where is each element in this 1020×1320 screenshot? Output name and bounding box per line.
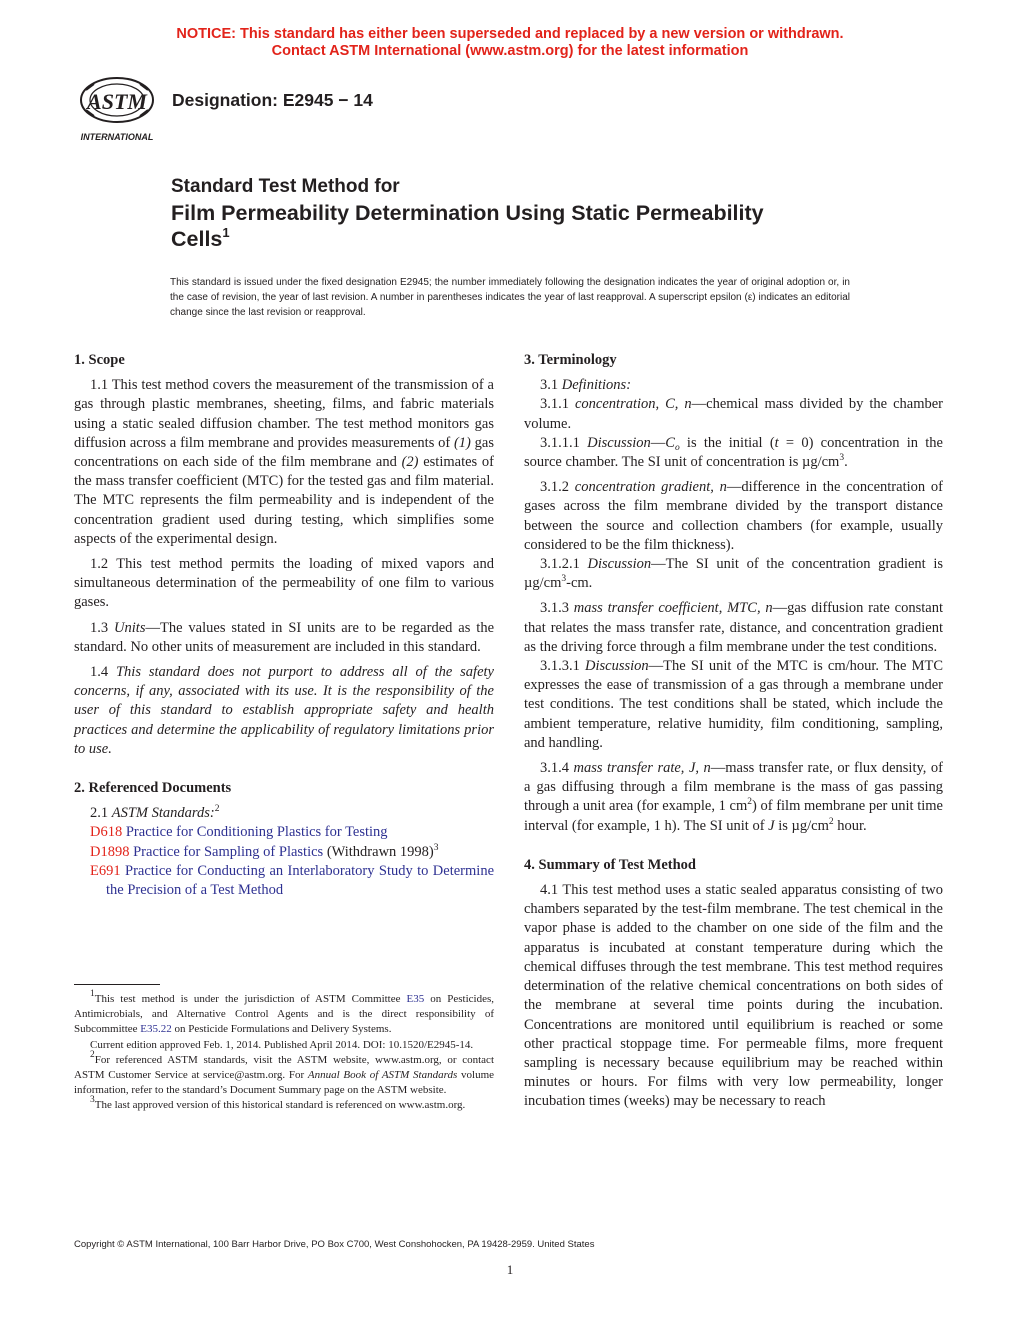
term-mtc: 3.1.3 mass transfer coefficient, MTC, n—gas diffusion rate constant that relates the mass transfer rate, distance, and concentration gradient as the driving force through a film membrane under the test conditions. <box>524 600 943 655</box>
astm-logo-label: INTERNATIONAL <box>80 132 154 142</box>
term-concentration: 3.1.1 concentration, C, n—chemical mass divided by the chamber volume. <box>524 396 943 432</box>
footnotes <box>74 989 495 1114</box>
refdoc-code-link[interactable]: D1898 <box>90 843 130 860</box>
left-column <box>74 351 494 900</box>
footnote-3: $^3$The last approved version of this historical standard is referenced on www.astm.org. <box>90 1095 466 1112</box>
copyright: Copyright © ASTM International, 100 Barr Harbor Drive, PO Box C700, West Conshohocken, PA 19428-2959. United States <box>74 1239 595 1250</box>
footnote-1-edition: Current edition approved Feb. 1, 2014. Published April 2014. DOI: 10.1520/E2945-14. <box>90 1038 474 1051</box>
refdoc-item[interactable]: D1898 Practice for Sampling of Plastics (Withdrawn 1998)$^3$ <box>90 842 439 860</box>
footnote-1: $^1$This test method is under the jurisdiction of ASTM Committee E35 on Pesticides, Antimicrobials, and Alternative Control Agents and is the direct responsibility of Subcommittee E35.22 on Pesticide Formulations and Delivery Systems. <box>74 989 494 1036</box>
refdocs-subheading: 2.1 ASTM Standards:$^2$ <box>90 804 220 822</box>
refdoc-title-link[interactable]: Practice for Sampling of Plastics <box>133 843 324 860</box>
scope-heading: 1. Scope <box>74 352 125 368</box>
footnote-link-e35[interactable]: E35 <box>406 993 425 1005</box>
refdoc-item[interactable] <box>74 823 494 842</box>
term-gradient-discussion: 3.1.2.1 Discussion—The SI unit of the concentration gradient is $\mu g/cm^3-cm$. <box>524 556 944 592</box>
footnote-2: $^2$For referenced ASTM standards, visit the ASTM website, www.astm.org, or contact ASTM Customer Service at service@astm.org. For Annual Book of ASTM Standards volume information, refer to the standard’s Document Summary page on the ASTM website. <box>74 1049 495 1097</box>
title-line-1: Film Permeability Determination Using Static Permeability <box>171 201 764 225</box>
refdoc-item[interactable] <box>74 862 494 900</box>
refdoc-title-link[interactable]: Practice for Conditioning Plastics for Testing <box>125 824 388 841</box>
refdoc-code-link[interactable]: D618 <box>90 824 123 841</box>
title-line-2: Cells$^1$ <box>171 225 230 251</box>
designation: Designation: E2945 − 14 <box>172 90 373 110</box>
terminology-heading: 3. Terminology <box>524 352 617 368</box>
notice-banner <box>0 26 1020 60</box>
term-mass-transfer-rate: 3.1.4 mass transfer rate, J, n—mass transfer rate, or flux density, of a gas diffusing through a film membrane is the mass of gas passing through a unit area (for example, 1 $cm^2$) of film membrane per unit time interval (for example, 1 h). The SI unit of J is $\mu g/cm^2$ hour. <box>524 760 944 834</box>
refdoc-title-link[interactable]: Practice for Conducting an Interlaboratory Study to Determine the Precision of a Test Method <box>106 862 494 899</box>
summary-paragraph-1: 4.1 This test method uses a static sealed apparatus consisting of two chambers separated by the test-film membrane. The test chemical in the vapor phase is added to the chamber on one side of the film and the apparatus is incubated at constant temperature during which the chemical diffuses through the test membrane. This test method requires determination of the relative chemical concentrations on both sides of the membrane at several time points during the incubation. Concentrations are monitored until equilibrium is reached or some other practical stoppage time. For permeable films, more frequent sampling is necessary because equilibrium may be reached within minutes or hours. For films with very low permeability, longer incubation times (weeks) may be necessary to reach <box>524 882 943 1110</box>
refdocs-heading: 2. Referenced Documents <box>74 780 232 797</box>
notice-line-2: Contact ASTM International (www.astm.org) for the latest information <box>271 43 749 59</box>
term-concentration-discussion: 3.1.1.1 $Discussion—C_o$ is the initial (t = 0) concentration in the source chamber. The SI unit of concentration is $\mu g/cm^3$. <box>524 434 943 471</box>
notice-line-1: NOTICE: This standard has either been superseded and replaced by a new version or withdrawn. <box>176 26 844 42</box>
footnote-link-e3522[interactable]: E35.22 <box>140 1023 172 1036</box>
astm-logo-icon <box>74 76 160 142</box>
scope-paragraph-3: 1.3 Units—The values stated in SI units are to be regarded as the standard. No other units of measurement are included in this standard. <box>74 619 495 655</box>
title-prefix: Standard Test Method for <box>171 176 400 197</box>
term-concentration-gradient: 3.1.2 concentration gradient, n—difference in the concentration of gases across the film membrane divided by the transport distance between the source and collection chambers (for example, usually considered to be the film thickness). <box>524 479 943 553</box>
page-number: 1 <box>506 1262 514 1277</box>
astm-logo <box>74 76 160 142</box>
scope-paragraph-2: 1.2 This test method permits the loading of mixed vapors and simultaneous determination of the permeability of one film to various gases. <box>74 556 494 611</box>
summary-heading: 4. Summary of Test Method <box>524 856 696 873</box>
term-mtc-discussion: 3.1.3.1 Discussion—The SI unit of the MTC is cm/hour. The MTC expresses the ease of transmission of a gas through a membrane under test conditions. The test conditions shall be stated, which include the ambient temperature, relative humidity, film conditioning, sampling, and handling. <box>524 658 943 751</box>
page-title <box>171 200 871 252</box>
footnote-divider <box>74 984 160 985</box>
definitions-subheading: 3.1 Definitions: <box>540 377 632 394</box>
issued-note: This standard is issued under the fixed designation E2945; the number immediately following the designation indicates the year of original adoption or, in the case of revision, the year of last revision. A number in parentheses indicates the year of last reapproval. A superscript epsilon (ε) indicates an editorial change since the last revision or reapproval. <box>170 277 850 318</box>
title-footnote-mark: 1 <box>222 225 230 240</box>
astm-logo-mark: ASTM <box>87 89 147 114</box>
scope-paragraph-1: 1.1 This test method covers the measurement of the transmission of a gas through plastic membranes, sheeting, films, and fabric materials using a static sealed diffusion chamber. The test method monitors gas diffusion across a film membrane and provides measurements of (1) gas concentrations on each side of the film membrane and (2) estimates of the mass transfer coefficient (MTC) for the tested gas and film material. The MTC represents the film permeability and is independent of the concentration gradient used during testing, which simplifies some aspects of the experimental design. <box>74 377 494 547</box>
refdoc-code-link[interactable]: E691 <box>90 862 121 879</box>
right-column <box>524 351 943 1112</box>
scope-paragraph-4: 1.4 This standard does not purport to address all of the safety concerns, if any, associated with its use. It is the responsibility of the user of this standard to establish appropriate safety and health practices and determine the applicability of regulatory limitations prior to use. <box>74 664 494 757</box>
